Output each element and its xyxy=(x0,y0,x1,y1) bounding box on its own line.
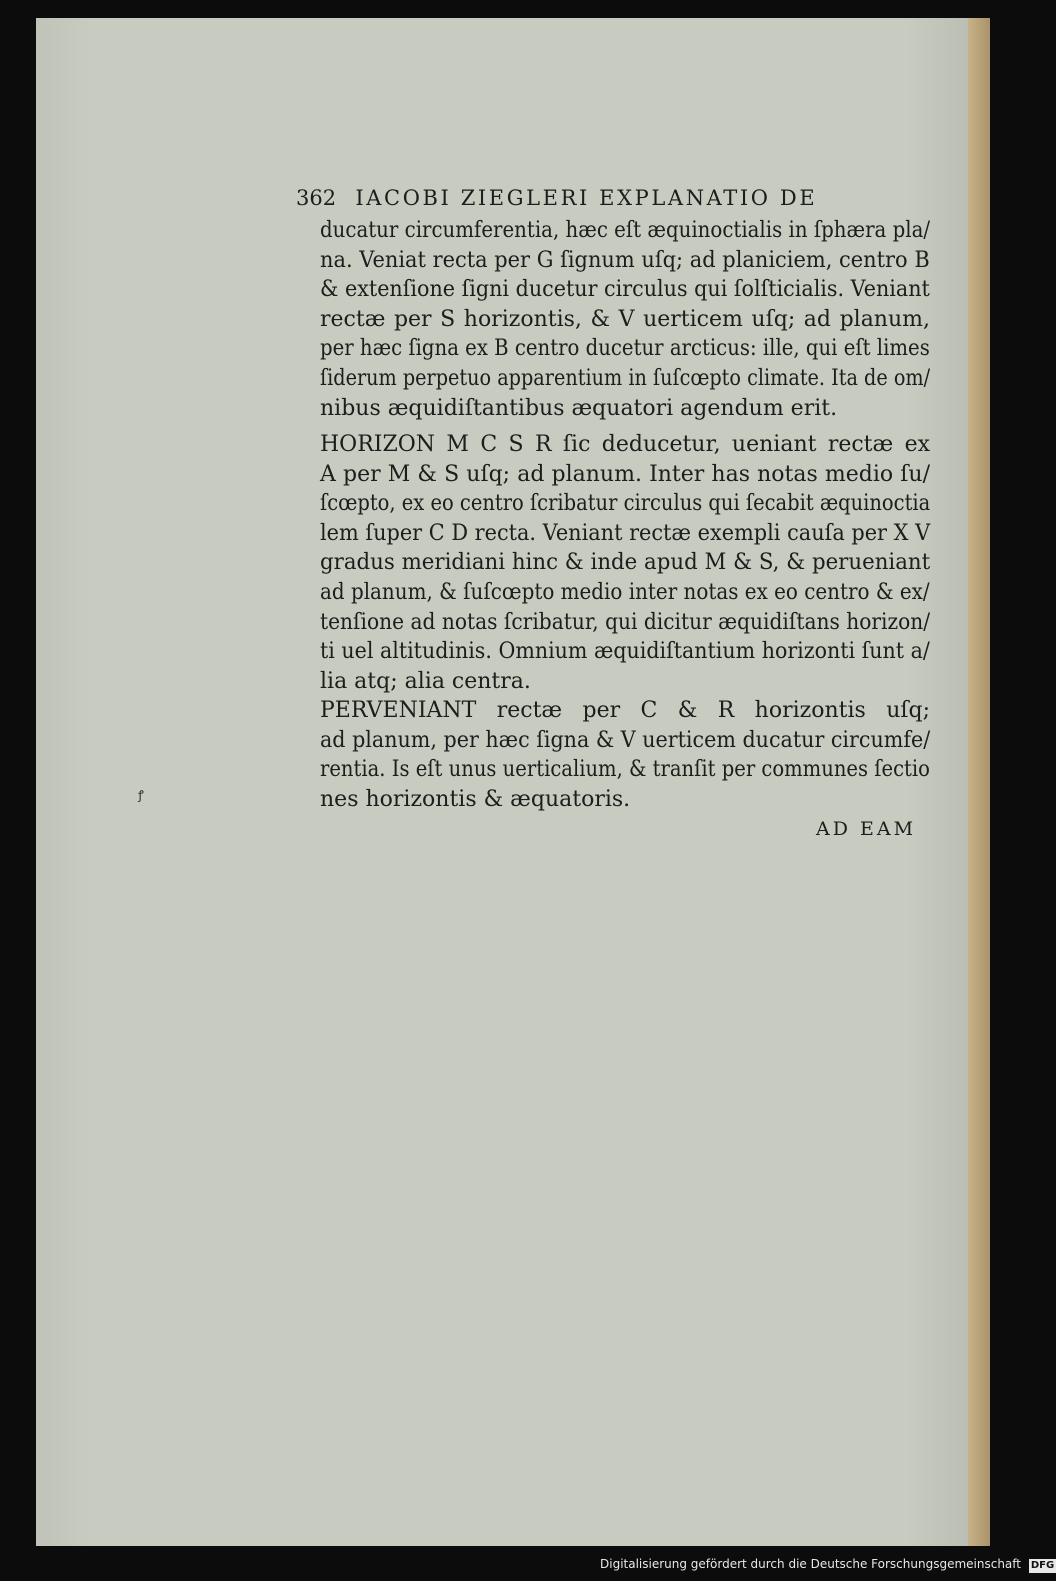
paragraph-2 xyxy=(320,430,930,696)
paragraph-1 xyxy=(320,216,930,423)
text-line: ti uel altitudinis. Omnium æquidiſtantium horizonti ſunt a/ xyxy=(320,639,930,665)
page-number: 362 xyxy=(296,186,337,210)
dfg-logo-icon: DFG xyxy=(1030,1560,1055,1571)
marginal-mark: ꝭ xyxy=(138,788,144,802)
running-header xyxy=(296,186,936,210)
text-line: lia atq; alia centra. xyxy=(320,668,531,694)
text-line: rentia. Is eſt unus uerticalium, & tranſit per communes ſectio xyxy=(320,757,930,783)
running-title: IACOBI ZIEGLERI EXPLANATIO DE xyxy=(355,186,818,210)
text-line: lem ſuper C D recta. Veniant rectæ exempli cauſa per X V xyxy=(320,520,931,546)
text-line: ad planum, & ſuſcœpto medio inter notas ex eo centro & ex/ xyxy=(320,579,930,605)
text-line: PERVENIANT rectæ per C & R horizontis uſq; xyxy=(320,698,930,723)
text-line: & extenſione ſigni ducetur circulus qui ſolſticialis. Veniant xyxy=(320,277,930,303)
text-line: na. Veniat recta per G ſignum uſq; ad planiciem, centro B xyxy=(320,247,930,273)
catchword: AD EAM xyxy=(816,818,917,840)
text-line: nes horizontis & æquatoris. xyxy=(320,786,631,812)
text-line: gradus meridiani hinc & inde apud M & S, & perueniant xyxy=(320,550,931,576)
text-line: ad planum, per hæc ſigna & V uerticem ducatur circumfe/ xyxy=(320,727,931,753)
text-line: ducatur circumferentia, hæc eſt æquinoctialis in ſphæra pla/ xyxy=(320,218,931,243)
paragraph-3 xyxy=(320,696,930,814)
text-line: HORIZON M C S R ſic deducetur, ueniant rectæ ex xyxy=(320,432,930,457)
text-line: ſcœpto, ex eo centro ſcribatur circulus qui ſecabit æquinoctia xyxy=(320,491,931,517)
text-line: ſiderum perpetuo apparentium in ſuſcœpto climate. Ita de om/ xyxy=(320,365,931,391)
text-line: tenſione ad notas ſcribatur, qui dicitur æquidiſtans horizon/ xyxy=(320,609,931,635)
footer-text: Digitalisierung gefördert durch die Deutsche Forschungsgemeinschaft xyxy=(600,1557,1022,1571)
text-line: rectæ per S horizontis, & V uerticem uſq; ad planum, xyxy=(320,306,930,332)
page-edge xyxy=(968,18,990,1546)
text-line: A per M & S uſq; ad planum. Inter has notas medio ſu/ xyxy=(320,461,930,487)
footer-credit xyxy=(600,1552,1055,1576)
text-line: nibus æquidiſtantibus æquatori agendum erit. xyxy=(320,395,838,421)
text-line: per hæc ſigna ex B centro ducetur arcticus: ille, qui eſt limes xyxy=(320,336,930,362)
